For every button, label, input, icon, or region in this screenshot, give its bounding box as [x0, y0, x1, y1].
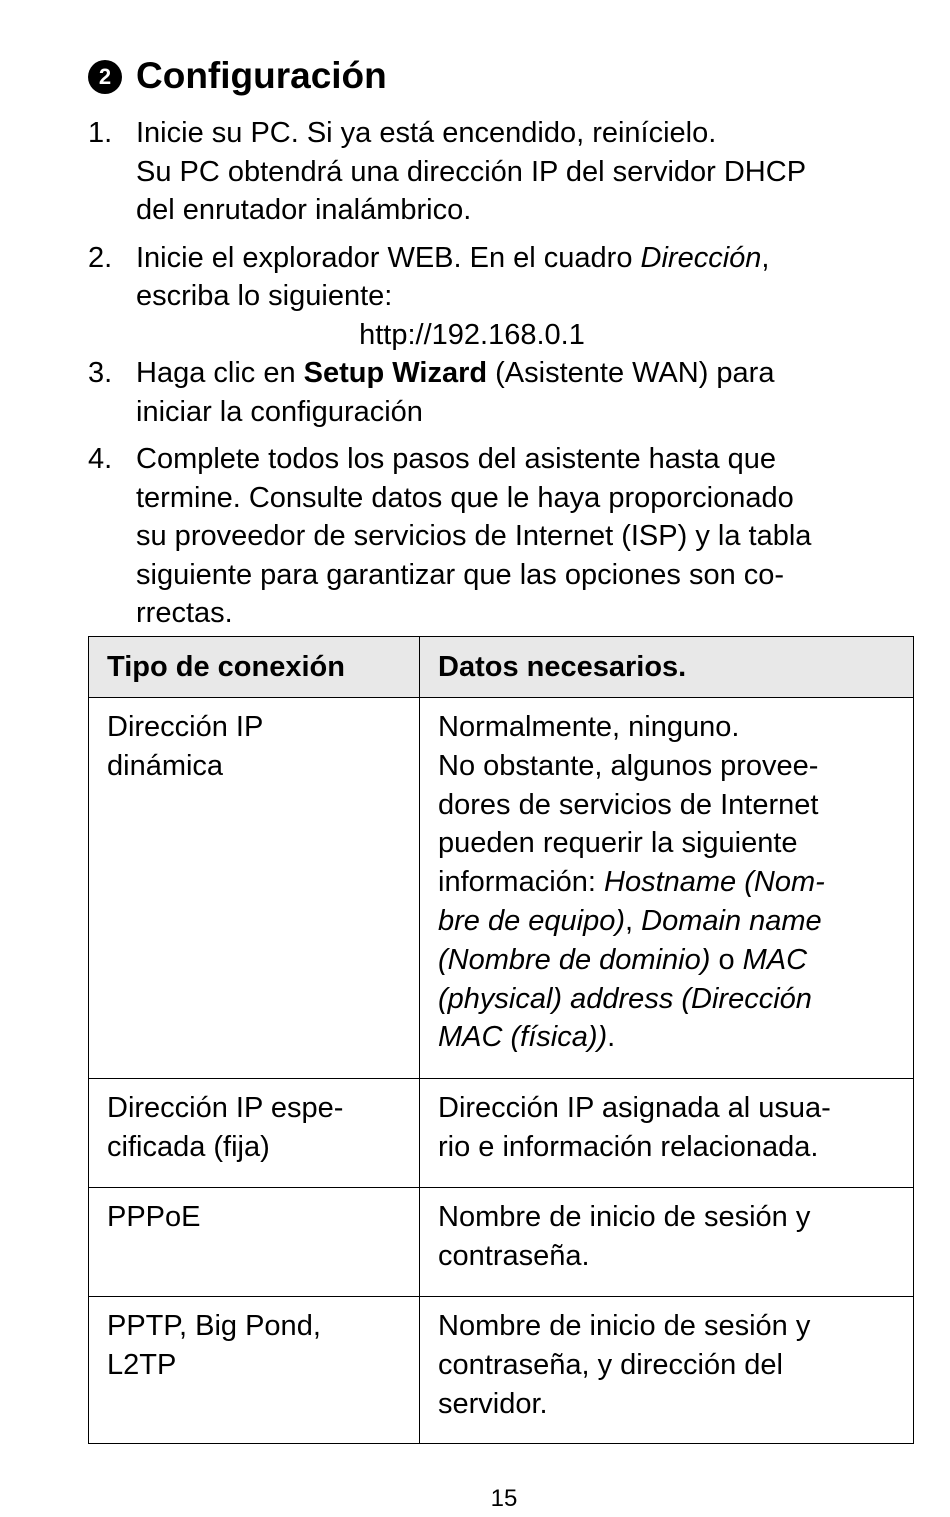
cell-text: dores de servicios de Internet	[438, 788, 819, 821]
cell-text: PPPoE	[107, 1201, 201, 1233]
step-text-line: escriba lo siguiente:	[136, 280, 393, 312]
cell-text: Nombre de inicio de sesión y	[438, 1310, 811, 1342]
step-text-line: Complete todos los pasos del asistente hasta que	[136, 443, 777, 475]
cell-italic-text: (Nombre de dominio)	[438, 943, 711, 976]
cell-text: contraseña, y dirección del	[438, 1348, 783, 1381]
cell-text: L2TP	[107, 1348, 177, 1381]
step-text-line: siguiente para garantizar que las opciones son co-	[136, 558, 785, 591]
connection-type-cell	[89, 698, 420, 1079]
table-row	[89, 1079, 914, 1188]
header-connection-type: Tipo de conexión	[89, 637, 420, 698]
step-4	[88, 440, 918, 633]
step-text-line: termine. Consulte datos que le haya proporcionado	[136, 481, 794, 514]
connection-type-cell	[89, 1297, 420, 1444]
table-header-row	[89, 637, 914, 698]
step-text-line: Inicie su PC. Si ya está encendido, reinícielo.	[136, 117, 717, 149]
step-text-line: rrectas.	[136, 597, 233, 629]
table-row	[89, 698, 914, 1079]
cell-text: ,	[625, 904, 642, 937]
step-text: (Asistente WAN) para	[487, 357, 775, 389]
required-data-cell	[420, 1079, 914, 1188]
table-row	[89, 1188, 914, 1297]
step-3	[88, 354, 918, 431]
section-title: Configuración	[136, 55, 387, 96]
table-row	[89, 1297, 914, 1444]
connection-types-table	[88, 636, 914, 1444]
cell-text	[438, 863, 895, 902]
cell-text: Dirección IP	[107, 711, 264, 743]
router-url: http://192.168.0.1	[359, 318, 585, 351]
cell-text: No obstante, algunos provee-	[438, 749, 819, 782]
connection-type-cell	[89, 1079, 420, 1188]
required-data-cell	[420, 698, 914, 1079]
cell-text: o	[710, 943, 743, 976]
cell-text: servidor.	[438, 1387, 548, 1420]
cell-text: Normalmente, ninguno.	[438, 711, 740, 743]
step-text-line: Su PC obtendrá una dirección IP del servidor DHCP	[136, 155, 807, 188]
cell-italic-text: MAC (física))	[438, 1021, 608, 1054]
address-field-label: Dirección	[640, 241, 762, 274]
page-number: 15	[490, 1485, 518, 1512]
step-number-marker: 2	[88, 60, 122, 94]
cell-italic-text: MAC	[742, 943, 808, 976]
cell-text: Dirección IP espe-	[107, 1092, 344, 1124]
cell-italic-text: Hostname (Nom-	[604, 866, 825, 899]
step-text: Haga clic en	[136, 357, 304, 389]
cell-italic-text: (physical) address (Dirección	[438, 982, 812, 1015]
step-text: Inicie el explorador WEB. En el cuadro	[136, 241, 641, 274]
step-text-line	[136, 239, 918, 278]
cell-italic-text: bre de equipo)	[438, 904, 626, 937]
cell-text: dinámica	[107, 749, 224, 782]
section-heading	[88, 52, 387, 100]
step-number: 1.	[88, 117, 113, 149]
cell-text: información:	[438, 866, 605, 899]
header-required-data: Datos necesarios.	[420, 637, 914, 698]
step-number: 2.	[88, 241, 113, 274]
cell-text	[438, 980, 895, 1019]
cell-text	[438, 941, 895, 980]
cell-text	[438, 902, 895, 941]
cell-text: rio e información relacionada.	[438, 1130, 819, 1163]
step-text-line	[136, 354, 918, 393]
cell-italic-text: Domain name	[641, 904, 822, 937]
step-number: 4.	[88, 443, 113, 475]
cell-text	[438, 1018, 895, 1057]
step-text-line: iniciar la configuración	[136, 395, 423, 428]
cell-text: PPTP, Big Pond,	[107, 1310, 321, 1342]
steps-list	[88, 114, 918, 642]
setup-wizard-label: Setup Wizard	[303, 357, 488, 389]
step-text-line: del enrutador inalámbrico.	[136, 194, 472, 226]
step-1	[88, 114, 918, 230]
cell-text: Dirección IP asignada al usua-	[438, 1092, 831, 1124]
step-number: 3.	[88, 357, 113, 389]
cell-text: contraseña.	[438, 1239, 590, 1272]
required-data-cell	[420, 1297, 914, 1444]
cell-text: cificada (fija)	[107, 1130, 270, 1163]
step-text: ,	[761, 241, 770, 274]
cell-text: .	[607, 1021, 616, 1054]
step-text-line: su proveedor de servicios de Internet (ISP) y la tabla	[136, 520, 812, 552]
connection-type-cell	[89, 1188, 420, 1297]
step-2	[88, 239, 918, 355]
required-data-cell	[420, 1188, 914, 1297]
cell-text: pueden requerir la siguiente	[438, 827, 798, 860]
cell-text: Nombre de inicio de sesión y	[438, 1201, 811, 1233]
